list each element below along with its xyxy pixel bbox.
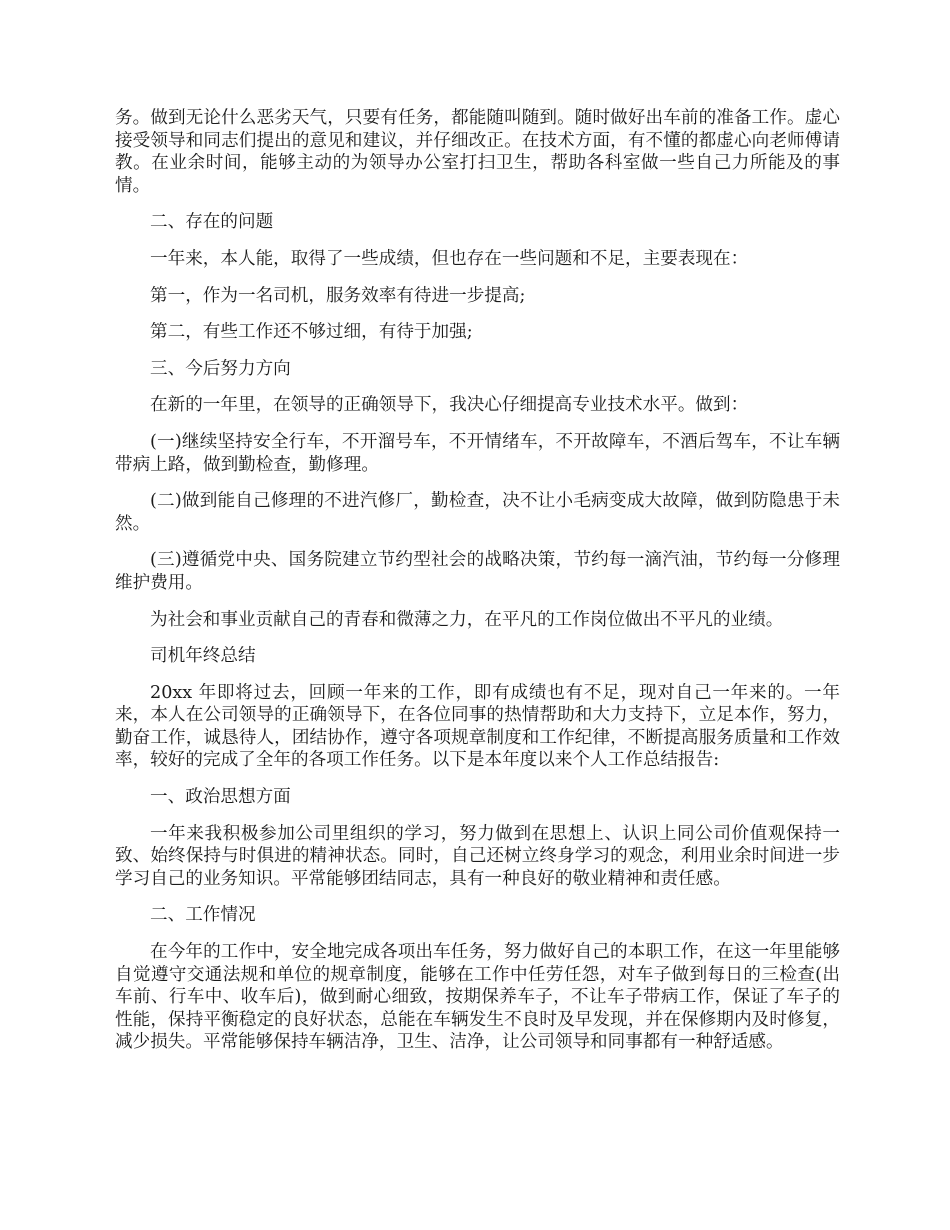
section-heading-direction: 三、今后努力方向 [150, 358, 291, 379]
paragraph: 20xx 年即将过去，回顾一年来的工作，即有成绩也有不足，现对自己一年来的。一年来，本人在公司领导的正确领导下，在各位同事的热情帮助和大力支持下，立足本作，努力，勤奋工作，诚恳待人，团结协作，遵守各项规章制度和工作纪律，不断提高服务质量和工作效率，较好的完成了全年的各项工作任务。以下是本年度以来个人工作总结报告: [115, 682, 841, 771]
paragraph: 为社会和事业贡献自己的青春和微薄之力，在平凡的工作岗位做出不平凡的业绩。 [150, 609, 784, 630]
paragraph-continuation: 务。做到无论什么恶劣天气，只要有任务，都能随叫随到。随时做好出车前的准备工作。虚心接受领导和同志们提出的意见和建议，并仔细改正。在技术方面，有不懂的都虚心向老师傅请教。在业余时间，能够主动的为领导办公室打扫卫生，帮助各科室做一些自己力所能及的事情。 [115, 108, 840, 196]
document-body [115, 107, 840, 1068]
document-title: 司机年终总结 [150, 646, 256, 667]
paragraph: 在新的一年里，在领导的正确领导下，我决心仔细提高专业技术水平。做到： [150, 395, 749, 416]
list-item: (三)遵循党中央、国务院建立节约型社会的战略决策，节约每一滴汽油，节约每一分修理维护费用。 [115, 550, 840, 593]
list-item: (二)做到能自己修理的不进汽修厂，勤检查，决不让小毛病变成大故障，做到防隐患于未然。 [115, 491, 840, 534]
section-heading-problems: 二、存在的问题 [150, 212, 274, 233]
paragraph: 一年来我积极参加公司里组织的学习，努力做到在思想上、认识上同公司价值观保持一致、始终保持与时俱进的精神状态。同时，自己还树立终身学习的观念，利用业余时间进一步学习自己的业务知识。平常能够团结同志，具有一种良好的敬业精神和责任感。 [115, 823, 840, 889]
list-item: (一)继续坚持安全行车，不开溜号车，不开情绪车，不开故障车，不酒后驾车，不让车辆带病上路，做到勤检查，勤修理。 [115, 431, 840, 475]
paragraph: 在今年的工作中，安全地完成各项出车任务，努力做好自己的本职工作，在这一年里能够自觉遵守交通法规和单位的规章制度，能够在工作中任劳任怨，对车子做到每日的三检查(出车前、行车中、收车后)，做到耐心细致，按期保养车子，不让车子带病工作，保证了车子的性能，保持平衡稳定的良好状态，总能在车辆发生不良时及早发现，并在保修期内及时修复，减少损失。平常能够保持车辆洁净，卫生、洁净，让公司领导和同事都有一种舒适感。 [115, 942, 840, 1053]
list-item: 第二，有些工作还不够过细，有待于加强; [150, 322, 473, 343]
paragraph: 一年来，本人能，取得了一些成绩，但也存在一些问题和不足，主要表现在： [150, 248, 749, 269]
list-item: 第一，作为一名司机，服务效率有待进一步提高; [150, 285, 526, 306]
section-heading-politics: 一、政治思想方面 [150, 787, 291, 808]
section-heading-work: 二、工作情况 [150, 905, 256, 926]
